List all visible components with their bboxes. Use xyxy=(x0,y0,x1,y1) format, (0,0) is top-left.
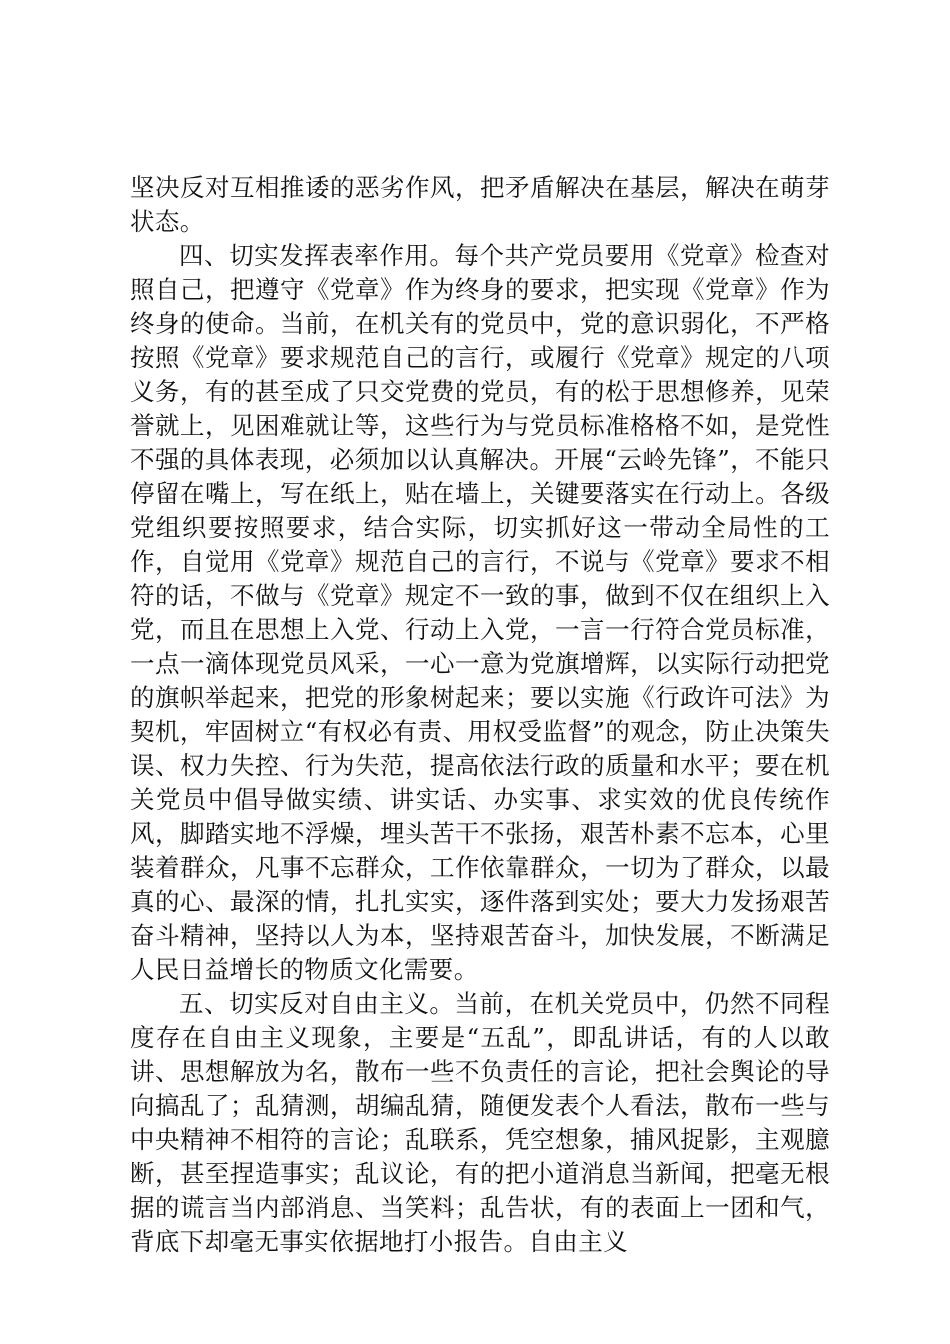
paragraph-section-five: 五、切实反对自由主义。当前，在机关党员中，仍然不同程度存在自由主义现象，主要是“五乱”，即乱讲话，有的人以敢讲、思想解放为名，散布一些不负责任的言论，把社会舆论的导向搞乱了；乱猜测，胡编乱猜，随便发表个人看法，散布一些与中央精神不相符的言论；乱联系，凭空想象，捕风捉影，主观臆断，甚至捏造事实；乱议论，有的把小道消息当新闻，把毫无根据的谎言当内部消息、当笑料；乱告状，有的表面上一团和气，背底下却毫无事实依据地打小报告。自由主义 xyxy=(130,989,830,1256)
document-body xyxy=(130,171,830,1259)
paragraph-continuation: 坚决反对互相推诿的恶劣作风，把矛盾解决在基层，解决在萌芽状态。 xyxy=(130,173,830,236)
paragraph-section-four: 四、切实发挥表率作用。每个共产党员要用《党章》检查对照自己，把遵守《党章》作为终身的要求，把实现《党章》作为终身的使命。当前，在机关有的党员中，党的意识弱化，不严格按照《党章》要求规范自己的言行，或履行《党章》规定的八项义务，有的甚至成了只交党费的党员，有的松于思想修养，见荣誉就上，见困难就让等，这些行为与党员标准格格不如，是党性不强的具体表现，必须加以认真解决。开展“云岭先锋”，不能只停留在嘴上，写在纸上，贴在墙上，关键要落实在行动上。各级党组织要按照要求，结合实际，切实抓好这一带动全局性的工作，自觉用《党章》规范自己的言行，不说与《党章》要求不相符的话，不做与《党章》规定不一致的事，做到不仅在组织上入党，而且在思想上入党、行动上入党，一言一行符合党员标准，一点一滴体现党员风采，一心一意为党旗增辉，以实际行动把党的旗帜举起来，把党的形象树起来；要以实施《行政许可法》为契机，牢固树立“有权必有责、用权受监督”的观念，防止决策失误、权力失控、行为失范，提高依法行政的质量和水平；要在机关党员中倡导做实绩、讲实话、办实事、求实效的优良传统作风，脚踏实地不浮燥，埋头苦干不张扬，艰苦朴素不忘本，心里装着群众，凡事不忘群众，工作依靠群众，一切为了群众，以最真的心、最深的情，扎扎实实，逐件落到实处；要大力发扬艰苦奋斗精神，坚持以人为本，坚持艰苦奋斗，加快发展，不断满足人民日益增长的物质文化需要。 xyxy=(130,241,830,984)
